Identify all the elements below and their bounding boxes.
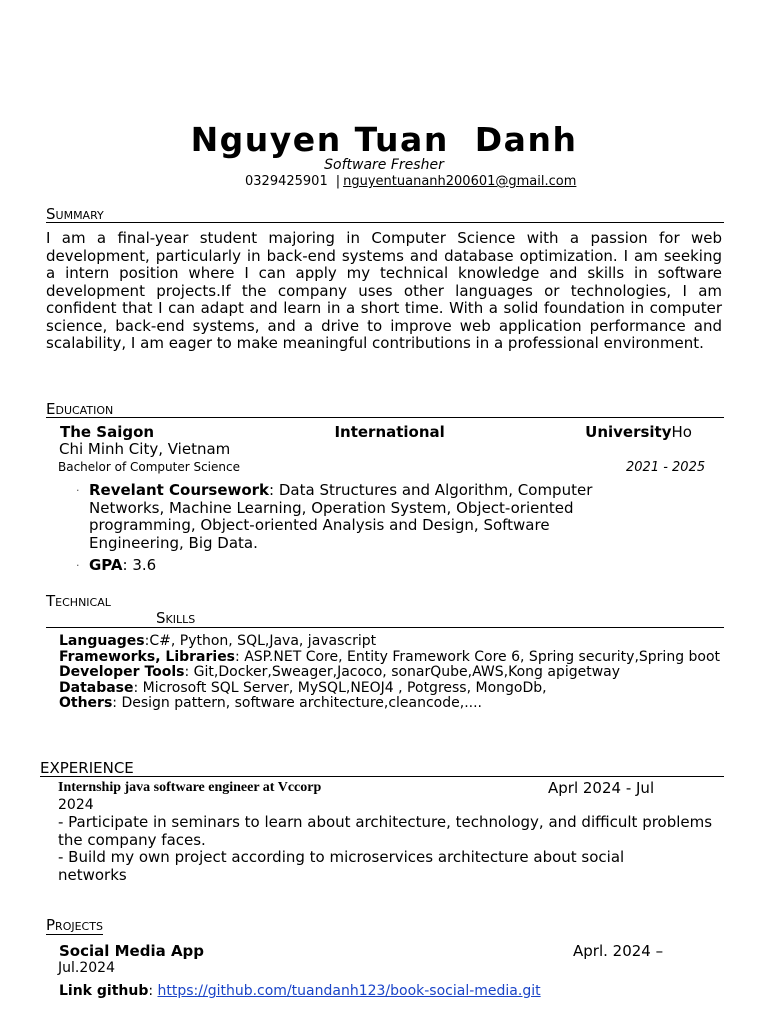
project-date-end: Jul.2024	[58, 960, 115, 976]
projects-heading	[46, 917, 724, 933]
education-bullets	[76, 482, 626, 575]
projects-heading-text: Projects	[46, 916, 103, 934]
school-word-3: University	[585, 423, 672, 441]
experience-title: Internship java software engineer at Vccorp	[58, 780, 322, 795]
experience-line-2: - Build my own project according to microservices architecture about social networks	[58, 848, 625, 884]
skills-frameworks-label: Frameworks, Libraries	[59, 648, 236, 665]
skills-others-text: : Design pattern, software architecture,cleancode,....	[112, 695, 482, 711]
project-link-label: Link github	[59, 983, 149, 999]
experience-date-end: 2024	[58, 797, 94, 813]
skills-languages	[59, 634, 749, 650]
skills-list	[59, 634, 749, 712]
phone-number: 0329425901	[245, 174, 328, 189]
gpa-value: : 3.6	[122, 556, 157, 574]
skills-frameworks	[59, 650, 749, 666]
skills-database-text: : Microsoft SQL Server, MySQL,NEOJ4 , Potgress, MongoDb,	[133, 679, 547, 696]
skills-others-label: Others	[59, 695, 113, 711]
skills-database-label: Database	[59, 679, 134, 696]
skills-heading-line-2: Skills	[156, 609, 196, 627]
location-start: Ho	[671, 423, 692, 441]
education-years: 2021 - 2025	[626, 460, 706, 475]
school-word-1: The Saigon	[60, 423, 155, 441]
experience-heading: EXPERIENCE	[40, 760, 724, 777]
project-date-start: Aprl. 2024 –	[573, 942, 664, 960]
list-item	[76, 482, 626, 552]
skills-others	[59, 696, 749, 712]
skills-tools-label: Developer Tools	[59, 664, 185, 680]
email-link[interactable]: nguyentuananh200601@gmail.com	[343, 174, 577, 189]
skills-heading	[46, 593, 724, 628]
skills-frameworks-text: : ASP.NET Core, Entity Framework Core 6, Spring security,Spring boot	[235, 648, 721, 665]
skills-languages-text: :C#, Python, SQL,Java, javascript	[144, 633, 377, 649]
project-title: Social Media App	[59, 942, 205, 960]
skills-languages-label: Languages	[59, 633, 145, 649]
github-link[interactable]: https://github.com/tuandanh123/book-social-media.git	[157, 983, 541, 999]
coursework-text: : Data Structures and Algorithm, Computer Networks, Machine Learning, Operation System, Object-oriented programming, Object-oriented Analysis and Design, Software Engineering, Big Data.	[89, 481, 593, 552]
skills-database	[59, 681, 749, 697]
coursework-label: Revelant Coursework	[89, 481, 270, 499]
experience-description	[58, 814, 718, 884]
candidate-role: Software Fresher	[324, 157, 444, 173]
candidate-name: Nguyen Tuan Danh	[190, 120, 578, 159]
list-item	[76, 557, 626, 575]
summary-text: I am a final-year student majoring in Computer Science with a passion for web development, particularly in back-end systems and database optimization. I am seeking a intern position where I can apply my technical knowledge and skills in software development projects.If the company uses other languages or technologies, I am confident that I can adapt and learn in a short time. With a solid foundation in computer science, back-end systems, and a drive to improve web application performance and scalability, I am eager to make meaningful contributions in a professional environment.	[46, 229, 722, 352]
project-link-line	[59, 983, 541, 999]
education-heading: Education	[46, 401, 724, 418]
school-location: Chi Minh City, Vietnam	[59, 440, 231, 458]
skills-tools-text: : Git,Docker,Sweager,Jacoco, sonarQube,AWS,Kong apigetway	[184, 664, 621, 680]
skills-tools	[59, 665, 749, 681]
project-link-sep: :	[148, 983, 158, 999]
summary-heading: Summary	[46, 206, 724, 223]
contact-separator: |	[335, 174, 341, 189]
experience-line-1: - Participate in seminars to learn about architecture, technology, and difficult problems the company faces.	[58, 813, 713, 849]
skills-heading-line-1: Technical	[46, 592, 111, 610]
gpa-label: GPA	[89, 556, 123, 574]
experience-date-start: Aprl 2024 - Jul	[548, 779, 655, 797]
school-word-2: International	[334, 423, 445, 441]
degree: Bachelor of Computer Science	[58, 460, 240, 474]
school-line	[60, 424, 720, 458]
contact-line	[245, 174, 576, 189]
